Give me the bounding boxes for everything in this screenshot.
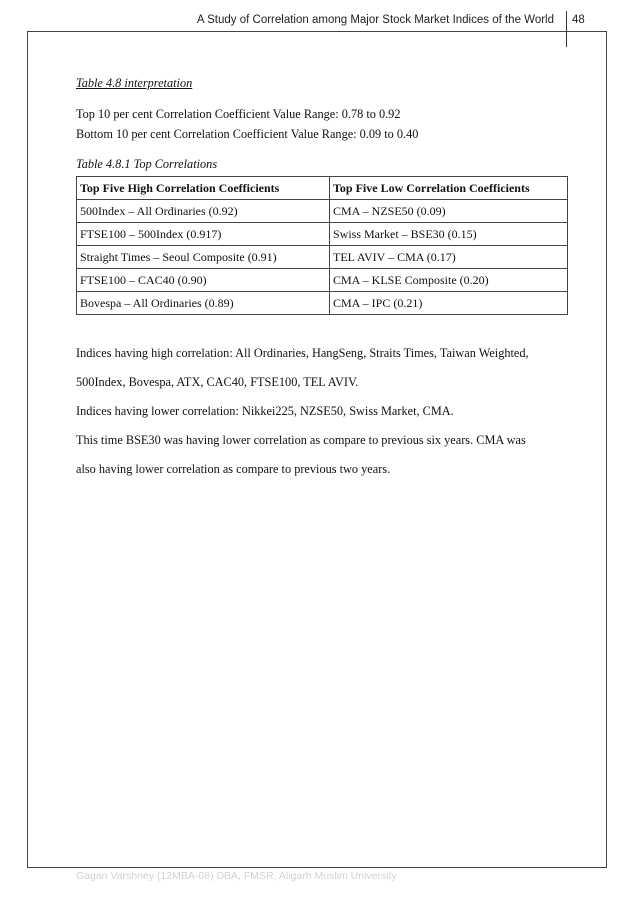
table-row [77, 223, 568, 246]
low-correlation-cell: Swiss Market – BSE30 (0.15) [330, 223, 568, 246]
high-correlation-cell: Straight Times – Seoul Composite (0.91) [77, 246, 330, 269]
low-correlation-cell: CMA – NZSE50 (0.09) [330, 200, 568, 223]
note-paragraph-line-1: This time BSE30 was having lower correlation as compare to previous six years. CMA was [76, 433, 526, 447]
high-correlation-cell: 500Index – All Ordinaries (0.92) [77, 200, 330, 223]
page-content [76, 73, 568, 479]
high-correlation-cell: FTSE100 – 500Index (0.917) [77, 223, 330, 246]
table-row [77, 292, 568, 315]
high-correlation-cell: FTSE100 – CAC40 (0.90) [77, 269, 330, 292]
section-title: Table 4.8 interpretation [76, 76, 193, 90]
table-row [77, 200, 568, 223]
top-range-line: Top 10 per cent Correlation Coefficient Value Range: 0.78 to 0.92 [76, 107, 401, 121]
column-header-high: Top Five High Correlation Coefficients [77, 177, 330, 200]
running-header-title: A Study of Correlation among Major Stock Market Indices of the World [196, 14, 554, 26]
table-row [77, 246, 568, 269]
high-correlation-paragraph-line-2: 500Index, Bovespa, ATX, CAC40, FTSE100, TEL AVIV. [76, 375, 359, 389]
note-paragraph-line-2: also having lower correlation as compare to previous two years. [76, 462, 391, 476]
low-correlation-cell: CMA – IPC (0.21) [330, 292, 568, 315]
table-row [77, 269, 568, 292]
correlation-table [76, 176, 568, 315]
column-header-low: Top Five Low Correlation Coefficients [330, 177, 568, 200]
high-correlation-cell: Bovespa – All Ordinaries (0.89) [77, 292, 330, 315]
running-footer: Gagan Varshney (12MBA-08) DBA, FMSR, Aligarh Muslim University [76, 870, 397, 882]
low-correlation-cell: CMA – KLSE Composite (0.20) [330, 269, 568, 292]
table-header-row [77, 177, 568, 200]
page-number: 48 [572, 14, 585, 26]
table-caption: Table 4.8.1 Top Correlations [76, 157, 218, 171]
low-correlation-paragraph: Indices having lower correlation: Nikkei225, NZSE50, Swiss Market, CMA. [76, 404, 454, 418]
low-correlation-cell: TEL AVIV – CMA (0.17) [330, 246, 568, 269]
bottom-range-line: Bottom 10 per cent Correlation Coefficient Value Range: 0.09 to 0.40 [76, 127, 419, 141]
high-correlation-paragraph-line-1: Indices having high correlation: All Ordinaries, HangSeng, Straits Times, Taiwan Weighted, [76, 346, 529, 360]
